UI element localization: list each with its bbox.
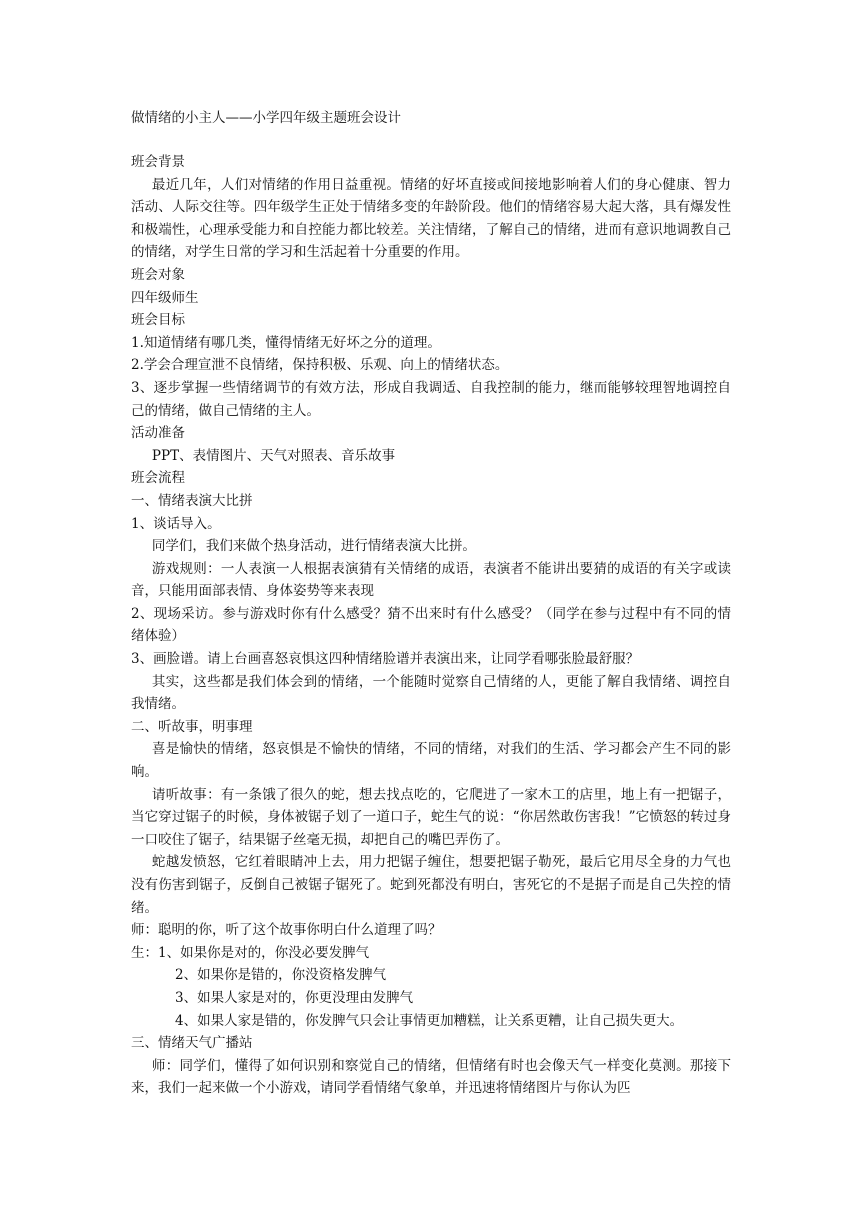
section-heading: 一、情绪表演大比拼 (131, 492, 253, 509)
list-item: 2、现场采访。参与游戏时你有什么感受？猜不出来时有什么感受？（同学在参与过程中有不同的情绪体验） (131, 605, 731, 645)
list-item: 1.知道情绪有哪几类，懂得情绪无好坏之分的道理。 (131, 334, 441, 351)
paragraph: 其实，这些都是我们体会到的情绪，一个能随时觉察自己情绪的人，更能了解自我情绪、调控自我情绪。 (131, 673, 731, 713)
document-title: 做情绪的小主人——小学四年级主题班会设计 (131, 110, 401, 126)
list-item: 生：1、如果你是对的，你没必要发脾气 (131, 944, 370, 961)
paragraph: 最近几年，人们对情绪的作用日益重视。情绪的好坏直接或间接地影响着人们的身心健康、智力活动、人际交往等。四年级学生正处于情绪多变的年龄阶段。他们的情绪容易大起大落，具有爆发性和极端性，心理承受能力和自控能力都比较差。关注情绪，了解自己的情绪，进而有意识地调教自己的情绪，对学生日常的学习和生活起着十分重要的作用。 (131, 176, 731, 261)
paragraph: 蛇越发愤怒，它红着眼睛冲上去，用力把锯子缠住，想要把锯子勒死，最后它用尽全身的力气也没有伤害到锯子，反倒自己被锯子锯死了。蛇到死都没有明白，害死它的不是据子而是自己失控的情绪。 (131, 854, 731, 916)
paragraph: 师：聪明的你，听了这个故事你明白什么道理了吗？ (131, 922, 442, 939)
list-item: 3、如果人家是对的，你更没理由发脾气 (175, 989, 414, 1006)
list-item: 3、画脸谱。请上台画喜怒哀惧这四种情绪脸谱并表演出来，让同学看哪张脸最舒服？ (131, 651, 640, 668)
section-heading: 班会背景 (131, 154, 185, 170)
section-heading: 班会流程 (131, 470, 185, 487)
document-body (131, 151, 731, 1100)
paragraph: PPT、表情图片、天气对照表、音乐故事 (151, 447, 396, 464)
paragraph: 四年级师生 (131, 289, 199, 306)
paragraph: 喜是愉快的情绪，怒哀惧是不愉快的情绪，不同的情绪，对我们的生活、学习都会产生不同的影响。 (131, 741, 731, 781)
paragraph: 师：同学们，懂得了如何识别和察觉自己的情绪，但情绪有时也会像天气一样变化莫测。那接下来，我们一起来做一个小游戏，请同学看情绪气象单，并迅速将情绪图片与你认为匹 (131, 1057, 731, 1097)
list-item: 2.学会合理宣泄不良情绪，保持积极、乐观、向上的情绪状态。 (131, 357, 509, 374)
paragraph: 游戏规则：一人表演一人根据表演猜有关情绪的成语，表演者不能讲出要猜的成语的有关字或读音，只能用面部表情、身体姿势等来表现 (131, 560, 731, 600)
list-item: 3、逐步掌握一些情绪调节的有效方法，形成自我调适、自我控制的能力，继而能够较理智地调控自己的情绪，做自己情绪的主人。 (131, 379, 731, 419)
section-heading: 二、听故事，明事理 (131, 718, 253, 735)
section-heading: 班会对象 (131, 266, 185, 283)
list-item: 1、谈话导入。 (131, 515, 221, 532)
section-heading: 活动准备 (131, 425, 185, 442)
section-heading: 班会目标 (131, 312, 185, 329)
list-item: 2、如果你是错的，你没资格发脾气 (175, 967, 387, 984)
list-item: 4、如果人家是错的，你发脾气只会让事情更加糟糕，让关系更糟，让自己损失更大。 (175, 1012, 684, 1029)
section-heading: 三、情绪天气广播站 (131, 1035, 253, 1052)
paragraph: 同学们，我们来做个热身活动，进行情绪表演大比拼。 (151, 538, 476, 555)
paragraph: 请听故事：有一条饿了很久的蛇，想去找点吃的，它爬进了一家木工的店里，地上有一把锯子，当它穿过锯子的时候，身体被锯子划了一道口子，蛇生气的说：“你居然敢伤害我！”它愤怒的转过身一口咬住了锯子，结果锯子丝毫无损，却把自己的嘴巴弄伤了。 (131, 786, 731, 848)
